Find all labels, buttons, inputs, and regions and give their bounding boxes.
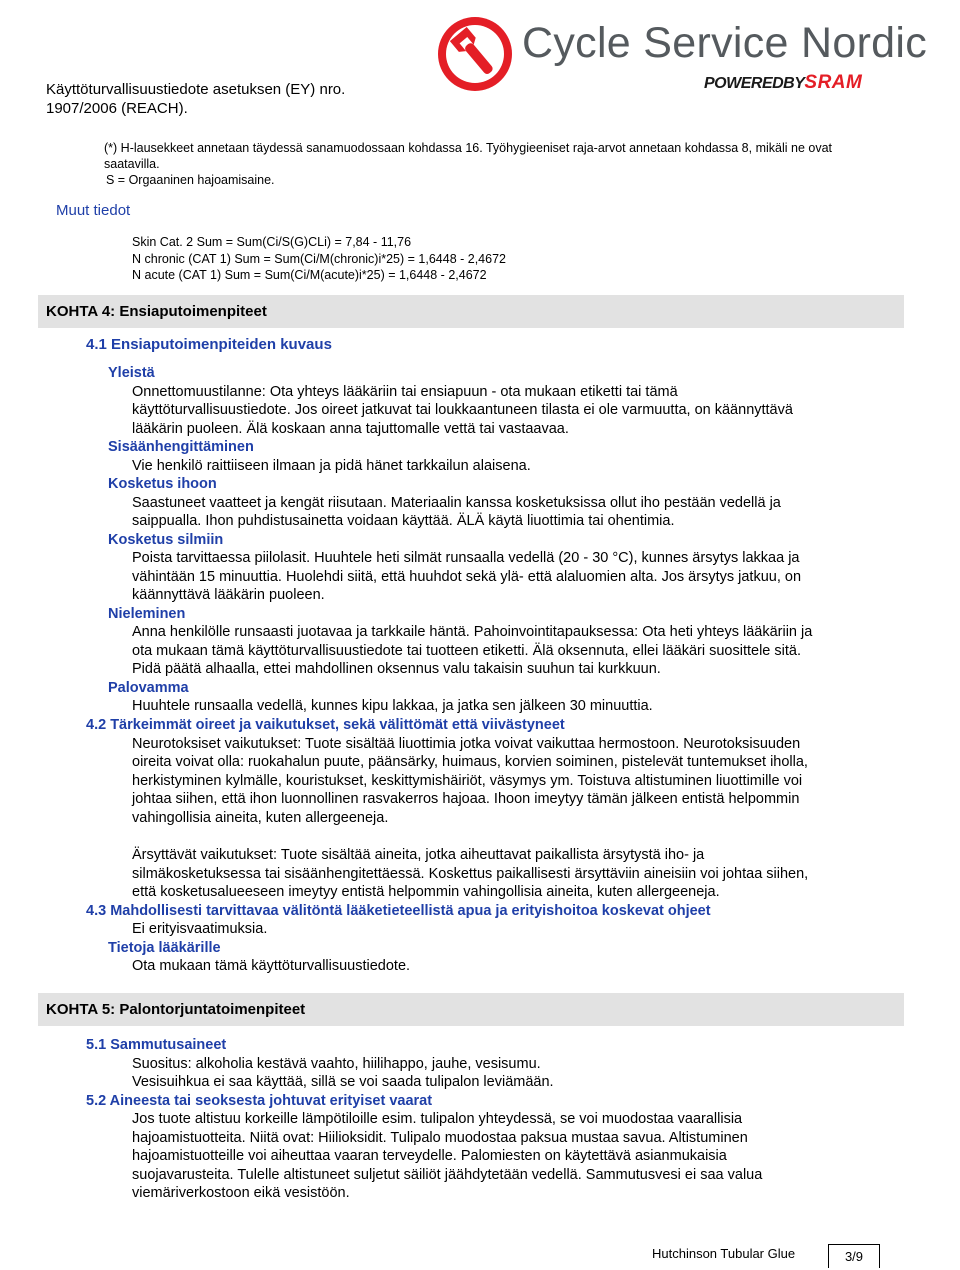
text-line: Suositus: alkoholia kestävä vaahto, hiilihappo, jauhe, vesisumu.: [132, 1055, 541, 1072]
text-line: Neurotoksiset vaikutukset: Tuote sisältää liuottimia jotka voivat vaikuttaa hermostoon. Neurotoksisuuden: [132, 735, 801, 752]
footer-product-name: Hutchinson Tubular Glue: [652, 1246, 796, 1261]
text-line: että kosketusalueeseen imeytyy entistä helpommin vahingollisia aineita, kuten allergeeneja.: [132, 884, 720, 900]
section-4-3-heading: [86, 902, 906, 921]
subheading-yleista: Yleistä: [108, 365, 155, 381]
section-4-2-text: [86, 735, 906, 902]
text-line: lääkärin puoleen. Älä koskaan anna tajuttomalle vettä tai vastaavaa.: [132, 420, 569, 437]
logo-powered-by: [704, 72, 916, 92]
note-h-statements: (*) H-lausekkeet annetaan täydessä sanamuodossaan kohdassa 16. Työhygieeniset raja-arvot annetaan kohdassa 8, mikäli ne ovat: [104, 141, 832, 155]
niel-text: [108, 623, 908, 679]
tietoja-laakarille-text: Ota mukaan tämä käyttöturvallisuustiedote.: [132, 958, 411, 974]
logo-powered-text: POWEREDBY: [704, 75, 805, 92]
section-number: 4.3: [86, 902, 107, 919]
calc-line: N chronic (CAT 1) Sum = Sum(Ci/M(chronic)i*25) = 1,6448 - 2,4672: [132, 251, 506, 266]
subheading-sisaanhengittaminen: Sisäänhengittäminen: [108, 439, 254, 455]
text-line: Onnettomuustilanne: Ota yhteys lääkäriin tai ensiapuun - ota mukaan etiketti tai tämä: [132, 383, 678, 400]
text-line: Anna henkilölle runsaasti juotavaa ja tarkkaile häntä. Pahoinvointitapauksessa: Ota heti yhteys lääkäriin ja: [132, 624, 813, 640]
section-number: 5.1: [86, 1037, 107, 1053]
text-line: viemäriverkostoon eikä vesistöön.: [132, 1185, 350, 1201]
hazard-notes: [104, 140, 832, 188]
text-line: Poista tarvittaessa piilolasit. Huuhtele heti silmät runsaalla vedellä (20 - 30 °C), kunnes ärsytys lakkaa ja: [132, 550, 800, 566]
text-line: Jos tuote altistuu korkeille lämpötiloille esim. tulipalon yhteydessä, se voi muodostaa vaarallisia: [132, 1111, 743, 1127]
text-line: Huuhtele runsaalla vedellä, kunnes kipu lakkaa, ja jatka sen jälkeen 30 minuuttia.: [132, 698, 653, 714]
section-number: 4.1: [86, 336, 107, 353]
text-line: johtaa siihen, että ihon luonnollinen rasvakerros hajoaa. Ihoon imeytyy tämän jälkeen entistä helpommin: [132, 791, 800, 807]
section-4-1-heading: [86, 336, 332, 353]
section-5-1-heading: [86, 1036, 906, 1055]
text-line: Saastuneet vaatteet ja kengät riisutaan. Materiaalin kanssa kosketuksissa ollut iho pestään vedellä ja: [132, 494, 781, 511]
silmat-text: [108, 549, 908, 605]
text-line: saippualla. Ihon puhdistusainetta voidaan käyttää. ÄLÄ käytä liuottimia tai ohentimia.: [132, 513, 675, 529]
text-line: silmäkosketuksessa tai sisäänhengitettäessä. Koskettus paikallisesti ärsyttäviin aineisiin voi johtaa siihen,: [132, 865, 809, 882]
section-5-2-text: [86, 1110, 906, 1203]
page-number: 3/9: [828, 1244, 880, 1268]
document-title-line-2: 1907/2006 (REACH).: [46, 100, 188, 117]
muut-tiedot-label: Muut tiedot: [56, 202, 131, 219]
section-4-1-content: [108, 364, 908, 716]
yleista-text: [108, 383, 908, 439]
text-line: Vesisuihkua ei saa käyttää, sillä se voi saada tulipalon leviämään.: [132, 1074, 554, 1090]
text-line: ota mukaan tämä käyttöturvallisuustiedote tai tuotteen etiketti. Älä oksennuta, ellei lääkäri suosittele sitä.: [132, 642, 801, 659]
section-5-2-heading: [86, 1092, 906, 1111]
text-line: oireita voivat olla: ruokahalun puute, päänsärky, huimaus, korvien soiminen, pistelevät tuntemukset iholla,: [132, 754, 808, 770]
logo-sram-text: SRAM: [804, 72, 863, 93]
section-5-content: [86, 1036, 906, 1203]
text-line: hajoamistuotteille voi aiheuttaa vaaran terveydelle. Palomiesten on käytettävä asianmukaisia: [132, 1148, 727, 1164]
text-line: Vie henkilö raittiiseen ilmaan ja pidä hänet tarkkailun alaisena.: [132, 457, 531, 474]
logo-wordmark: Cycle Service Nordic: [522, 19, 928, 67]
section-title: Ensiaputoimenpiteiden kuvaus: [111, 336, 332, 353]
text-line: vahingollisia aineita, kuten allergeeneja.: [132, 809, 389, 826]
section-4-2-heading: [86, 716, 906, 735]
calc-line: N acute (CAT 1) Sum = Sum(Ci/M(acute)i*25) = 1,6448 - 2,4672: [132, 268, 487, 282]
section-5-header: KOHTA 5: Palontorjuntatoimenpiteet: [38, 993, 904, 1026]
section-4-2: [86, 716, 906, 976]
subheading-palovamma: Palovamma: [108, 679, 189, 696]
text-line: käännyttävä lääkärin puoleen.: [132, 587, 325, 603]
sisaan-text: [108, 457, 908, 476]
section-4-header: KOHTA 4: Ensiaputoimenpiteet: [38, 295, 904, 328]
palo-text: [108, 697, 908, 716]
text-line: käyttöturvallisuustiedote. Jos oireet jatkuvat tai loukkaantuneen tilasta ei ole varmuutta, on käännyttävä: [132, 402, 793, 418]
section-number: 4.2: [86, 717, 107, 733]
section-title: Aineesta tai seoksesta johtuvat erityiset vaarat: [109, 1092, 433, 1109]
note-organic: S = Orgaaninen hajoamisaine.: [106, 173, 275, 187]
section-title: Tärkeimmät oireet ja vaikutukset, sekä välittömät että viivästyneet: [110, 717, 565, 733]
wrench-icon: [436, 12, 514, 96]
text-line: Pidä päätä alhaalla, ettei mahdollinen oksennus valu takaisin suuhun tai kurkkuun.: [132, 661, 661, 677]
calc-block: [132, 234, 506, 284]
subheading-kosketus-ihoon: Kosketus ihoon: [108, 476, 217, 492]
section-4-3-text: Ei erityisvaatimuksia.: [132, 921, 268, 937]
document-title-line-1: Käyttöturvallisuustiedote asetuksen (EY) nro.: [46, 81, 346, 98]
text-line: Ärsyttävät vaikutukset: Tuote sisältää aineita, jotka aiheuttavat paikallista ärsytystä iho- ja: [132, 847, 705, 863]
text-line: herkistyminen kylmälle, kouristukset, keskittymishäiriöt, väsymys ym. Toistuva altistuminen liuottimille voi: [132, 772, 803, 789]
text-line: suojavarusteita. Tulelle altistuneet suljetut säiliöt jäähdytetään vedellä. Sammutusvesi ei saa valua: [132, 1166, 763, 1183]
subheading-tietoja-laakarille: Tietoja lääkärille: [108, 939, 221, 956]
section-title: Sammutusaineet: [110, 1037, 227, 1053]
company-logo: [436, 12, 926, 104]
subheading-nieleminen: Nieleminen: [108, 605, 186, 622]
note-h-statements-cont: saatavilla.: [104, 157, 160, 171]
document-title: [46, 80, 345, 118]
section-number: 5.2: [86, 1092, 107, 1109]
section-5-1-text: [86, 1055, 906, 1092]
iho-text: [108, 494, 908, 531]
text-line: vähintään 15 minuuttia. Huolehdi siitä, että huuhdot sekä ylä- että alaluomien alta. Jos ärsytys jatkuu, on: [132, 568, 802, 585]
text-line: hajoamistuotteita. Niitä ovat: Hiilioksidit. Tulipalo muodostaa paksua mustaa savua. Altistuminen: [132, 1129, 748, 1146]
subheading-kosketus-silmiin: Kosketus silmiin: [108, 531, 224, 548]
section-title: Mahdollisesti tarvittavaa välitöntä lääketieteellistä apua ja erityishoitoa koskevat ohjeet: [110, 902, 711, 919]
calc-line: Skin Cat. 2 Sum = Sum(Ci/S(G)CLi) = 7,84 - 11,76: [132, 235, 412, 249]
